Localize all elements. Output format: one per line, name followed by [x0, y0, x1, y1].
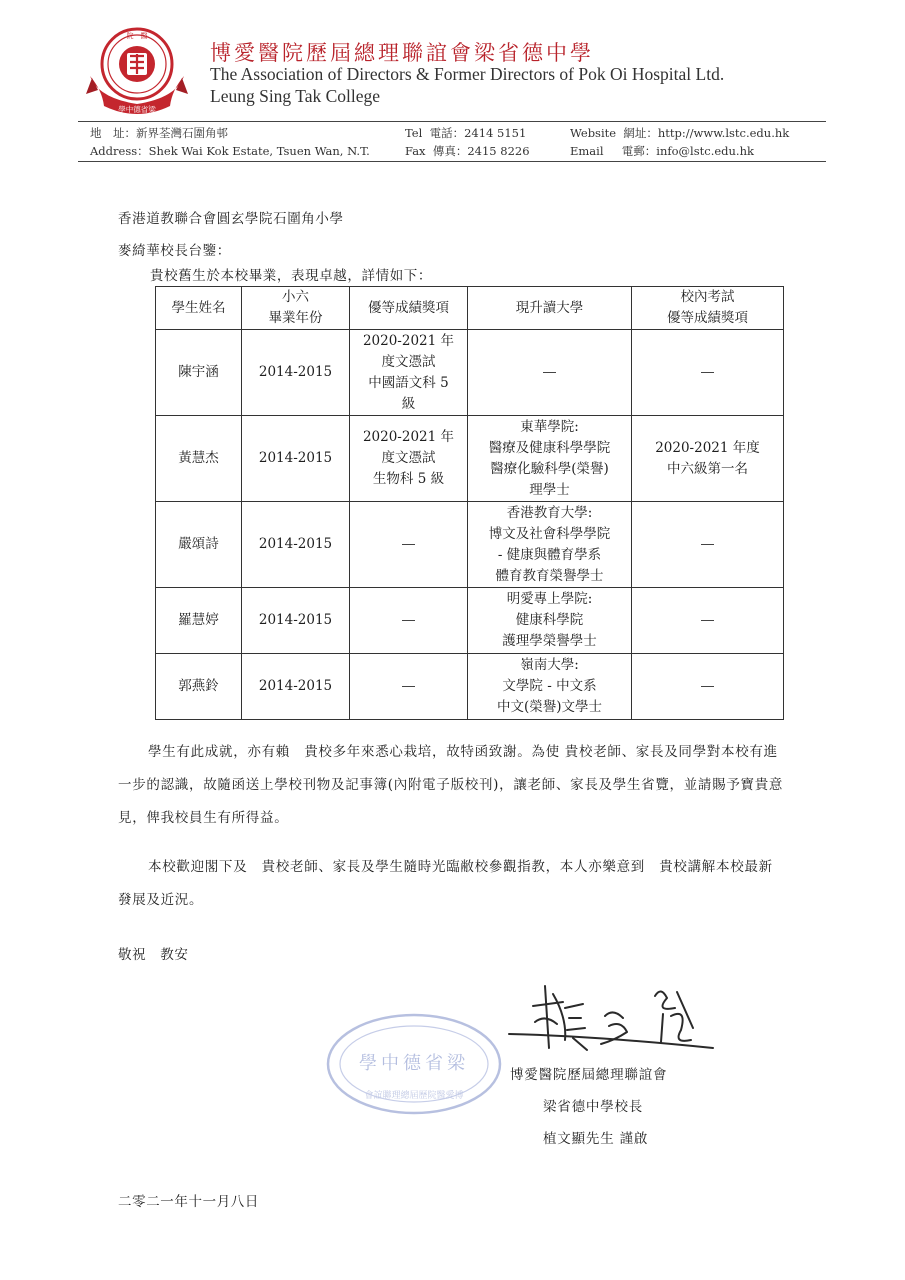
- table-row: [156, 330, 784, 416]
- svg-text:學中德省梁: 學中德省梁: [118, 105, 156, 114]
- cell-university-line: 護理學榮譽學士: [502, 633, 597, 649]
- table-row: [156, 502, 784, 588]
- paragraph-thanks: 學生有此成就，亦有賴 貴校多年來悉心栽培，故特函致謝。為使 貴校老師、家長及同學對本校有進一步的認識，故隨函送上學校刊物及記事簿(內附電子版校刊)，讓老師、家長及學生省覽，並請賜予寶貴意見，俾我校員生有所得益。: [118, 744, 784, 826]
- cell-award-line: 中國語文科 5: [368, 374, 449, 391]
- letterhead-rule-top: [78, 121, 826, 122]
- svg-text:院 醫: 院 醫: [126, 32, 148, 40]
- salutation: 麥綺華校長台鑒：: [118, 243, 231, 259]
- cell-award-line: 生物科 5 級: [372, 471, 445, 487]
- cell-university-line: 健康科學院: [515, 612, 584, 628]
- table-row: [156, 654, 784, 720]
- cell-award-line: 度文憑試: [381, 450, 436, 466]
- cell-university-line: 醫療及健康科學學院: [488, 439, 611, 456]
- svg-text:會誼聯理總屆歷院醫愛博: 會誼聯理總屆歷院醫愛博: [364, 1091, 464, 1101]
- cell-name: 嚴頌詩: [156, 502, 242, 588]
- header-school-award: 校內考試 優等成績獎項: [632, 287, 784, 330]
- cell-university-line: 中文(榮譽)文學士: [496, 699, 603, 715]
- closing: 敬祝 教安: [118, 947, 189, 963]
- address-zh: 地 址：新界荃灣石圍角邨: [90, 126, 228, 140]
- letterhead-rule-bottom: [78, 161, 826, 162]
- empty-dash: [402, 544, 415, 545]
- intro-line: 貴校舊生於本校畢業，表現卓越，詳情如下：: [150, 268, 432, 284]
- table-row: [156, 416, 784, 502]
- school-name-zh: 博愛醫院歷屆總理聯誼會梁省德中學: [210, 41, 594, 65]
- signature-org: 博愛醫院歷屆總理聯誼會: [510, 1067, 668, 1083]
- fax: Fax 傳真：2415 8226: [405, 144, 530, 158]
- cell-grad-year: 2014-2015: [242, 588, 350, 654]
- cell-university-line: 香港教育大學:: [506, 504, 593, 521]
- cell-award: [350, 654, 468, 720]
- cell-university-line: 博文及社會科學學院: [488, 525, 611, 542]
- handwritten-signature: [505, 978, 720, 1060]
- header-grad-year: 小六 畢業年份: [242, 287, 350, 330]
- table-row: [156, 588, 784, 654]
- signature-name: 植文顯先生 謹啟: [543, 1131, 649, 1147]
- empty-dash: [701, 544, 714, 545]
- empty-dash: [701, 372, 714, 373]
- cell-university-line: 醫療化驗科學(榮譽): [490, 460, 609, 477]
- email: Email 電郵：info@lstc.edu.hk: [570, 144, 754, 158]
- cell-award-line: 2020-2021 年: [362, 429, 455, 445]
- header-award: 優等成績獎項: [350, 287, 468, 330]
- website: Website 網址：http://www.lstc.edu.hk: [570, 126, 790, 140]
- cell-university: [468, 588, 632, 654]
- cell-award: [350, 502, 468, 588]
- tel: Tel 電話：2414 5151: [405, 126, 527, 140]
- cell-award-line: 2020-2021 年: [362, 332, 455, 349]
- cell-university: [468, 416, 632, 502]
- signature-title: 梁省德中學校長: [543, 1099, 644, 1115]
- cell-university: [468, 330, 632, 416]
- school-name-en-line1: The Association of Directors & Former Directors of Pok Oi Hospital Ltd.: [210, 64, 725, 84]
- students-table: [155, 286, 784, 720]
- empty-dash: [701, 620, 714, 621]
- school-logo: [84, 24, 190, 116]
- table-header-row: [156, 287, 784, 330]
- empty-dash: [402, 620, 415, 621]
- header-name: 學生姓名: [156, 287, 242, 330]
- cell-school-award: [632, 654, 784, 720]
- empty-dash: [543, 372, 556, 373]
- cell-name: 羅慧婷: [156, 588, 242, 654]
- cell-grad-year: 2014-2015: [242, 502, 350, 588]
- empty-dash: [701, 686, 714, 687]
- cell-award-line: 度文憑試: [381, 353, 436, 370]
- cell-university-line: 體育教育榮譽學士: [495, 567, 604, 584]
- cell-name: 陳宇涵: [156, 330, 242, 416]
- cell-award: [350, 588, 468, 654]
- cell-school-award: [632, 588, 784, 654]
- cell-school-award-line: 2020-2021 年度: [655, 439, 760, 456]
- cell-university-line: 文學院 - 中文系: [502, 678, 597, 694]
- cell-university-line: - 健康與體育學系: [497, 546, 602, 563]
- cell-university: [468, 502, 632, 588]
- cell-university-line: 明愛專上學院:: [506, 591, 593, 607]
- svg-text:植文顯: 植文顯: [505, 1058, 508, 1059]
- empty-dash: [402, 686, 415, 687]
- cell-grad-year: 2014-2015: [242, 654, 350, 720]
- header-university: 現升讀大學: [468, 287, 632, 330]
- cell-university-line: 嶺南大學:: [520, 657, 579, 673]
- school-stamp: [325, 1012, 503, 1116]
- letter-date: 二零二一年十一月八日: [118, 1194, 259, 1210]
- school-name-en-line2: Leung Sing Tak College: [210, 86, 381, 106]
- cell-award-line: 級: [401, 395, 416, 412]
- cell-award: [350, 416, 468, 502]
- cell-school-award-line: 中六級第一名: [667, 460, 748, 477]
- cell-university-line: 東華學院:: [520, 418, 579, 435]
- recipient-school: 香港道教聯合會圓玄學院石圍角小學: [118, 211, 344, 227]
- cell-university-line: 理學士: [529, 481, 570, 498]
- cell-school-award: [632, 416, 784, 502]
- cell-grad-year: 2014-2015: [242, 330, 350, 416]
- paragraph-invitation: 本校歡迎閣下及 貴校老師、家長及學生隨時光臨敝校參觀指教，本人亦樂意到 貴校講解本校最新發展及近況。: [118, 859, 773, 908]
- cell-award: [350, 330, 468, 416]
- cell-name: 郭燕鈴: [156, 654, 242, 720]
- cell-grad-year: 2014-2015: [242, 416, 350, 502]
- cell-school-award: [632, 502, 784, 588]
- svg-text:學中德省梁: 學中德省梁: [359, 1053, 469, 1074]
- address-en: Address：Shek Wai Kok Estate, Tsuen Wan, N.T.: [90, 144, 370, 158]
- cell-school-award: [632, 330, 784, 416]
- cell-university: [468, 654, 632, 720]
- cell-name: 黃慧杰: [156, 416, 242, 502]
